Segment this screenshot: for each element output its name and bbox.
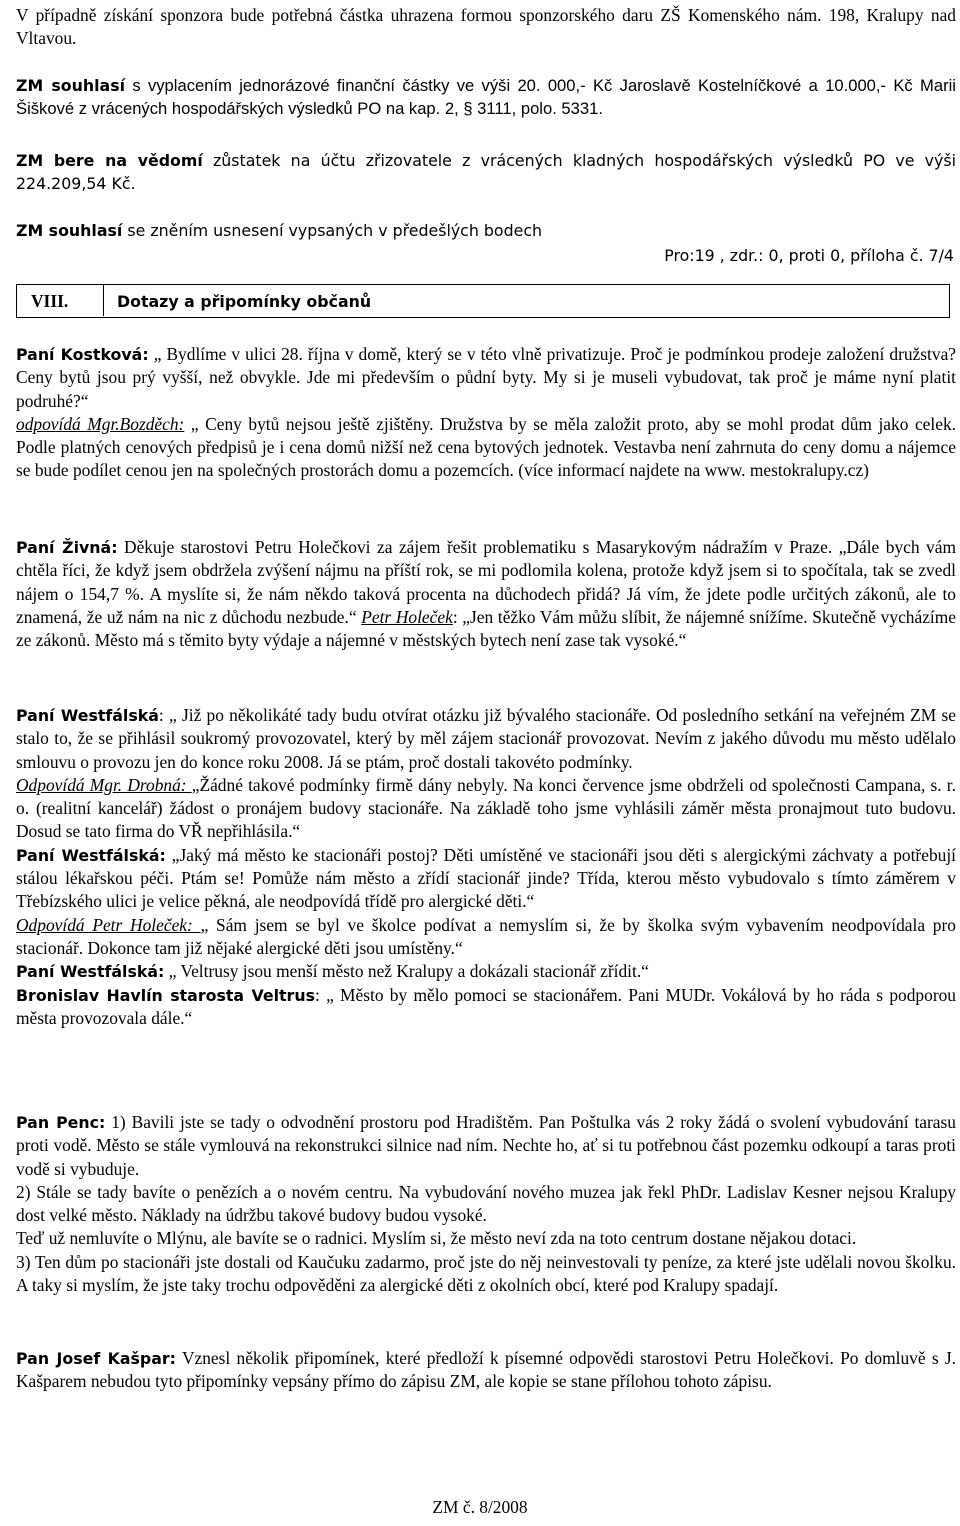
paragraph-zm-approves-payment [16, 74, 956, 121]
question-westfalska [16, 704, 956, 1030]
paragraph-text: zůstatek na účtu zřizovatele z vrácených kladných hospodářských výsledků PO ve výši 224.209,54 Kč. [16, 151, 956, 194]
question-zivna [16, 536, 956, 652]
speaker-text: : „ Město by mělo pomoci se stacionářem. Pani MUDr. Vokálová by ho ráda s podporou města provozovala dále.“ [16, 984, 957, 1028]
respondent-label: Odpovídá Petr Holeček: [16, 914, 201, 935]
speaker-text: Děkuje starostovi Petru Holečkovi za zájem řešit problematiku s Masarykovým nádražím v Praze. „Dále bych vám chtěla říci, že když jsem obdržela zvýšení nájmu na příští rok, se mi podlomila kolena, protože když jsem si to spočítala, tak se zvedl nájem o 154,7 %. A myslíte si, že nám někdo taková procenta na důchodech přidá? Já vím, že jdete podle určitých zákonů, ale to znamená, že už nám na nic z důchodu nezbude.“ [16, 537, 956, 627]
speaker-text: 2) Stále se tady bavíte o penězích a o novém centru. Na vybudování nového muzea jak řekl PhDr. Ladislav Kesner nejsou Kralupy dost velké město. Náklady na údržbu takové budovy budou vysoké. [16, 1181, 956, 1226]
paragraph-text: V případně získání sponzora bude potřebná částka uhrazena formou sponzorského daru ZŠ Komenského nám. 198, Kralupy nad Vltavou. [16, 5, 956, 49]
speaker-text: „ Veltrusy jsou menší město než Kralupy a dokázali stacionář zřídit.“ [164, 961, 649, 982]
response-text: : „Jen těžko Vám můžu slíbit, že nájemné snížíme. Skutečně vycházíme ze zákonů. Město má s těmito byty výdaje a nájemné v městských bytech není zase tak vysoké.“ [16, 606, 956, 651]
section-divider [103, 285, 104, 316]
paragraph-zm-acknowledges [16, 149, 956, 196]
speaker-name: Paní Westfálská: [16, 845, 166, 865]
speaker-text: „Jaký má město ke stacionáři postoj? Děti umístěné ve stacionáři jsou děti s alergickými záchvaty a potřebují stálou lékařskou péči. Ptám se! Pomůže nám město a zřídí stacionář jinde? Třída, kterou město vybudovalo s tímto záměrem v Třebízského ulici je velice pěkná, ale neodpovídá třídě pro alergické děti.“ [16, 844, 956, 912]
speaker-name: Paní Kostková: [16, 345, 149, 364]
speaker-text: 3) Ten dům po stacionáři jste dostali od Kaučuku zadarmo, proč jste do něj neinvestovali ty peníze, za které jste udělali novou školku. A taky si myslím, že jste taky trochu odpověděni za alergické děti z okolních obcí, které pod Kralupy spadají. [16, 1251, 956, 1296]
resolution-keyword: ZM souhlasí [16, 221, 123, 240]
speaker-text: Vznesl několik připomínek, které předloží k písemné odpovědi starostovi Petru Holečkovi. Po domluvě s J. Kašparem nebudou tyto připomínky vepsány přímo do zápisu ZM, ale kopie se stane přílohou tohoto zápisu. [16, 1348, 956, 1392]
response-text: „ Ceny bytů nejsou ještě zjištěny. Družstva by se měla založit proto, aby se mohl prodat dům jako celek. Podle platných cenových předpisů je i cena domů nižší než cena bytových jednotek. Vestavba není zahrnuta do ceny domu a nájemce se bude podílet cenou jen na společných prostorách domu a pozemcích. (více informací najdete na www. mestokralupy.cz) [16, 413, 956, 481]
respondent-label: Petr Holeček [361, 606, 453, 627]
paragraph-sponsor [16, 4, 956, 51]
page-footer: ZM č. 8/2008 [432, 1497, 528, 1517]
speaker-name: Paní Westfálská: [16, 962, 165, 982]
speaker-name: Pan Penc: [16, 1113, 106, 1132]
speaker-text: 1) Bavili jste se tady o odvodnění prostoru pod Hradištěm. Pan Poštulka vás 2 roky žádá o svolení vybudování tarasu proti vodě. Město se stále vymlouvá na rekonstrukci silnice nad ním. Nechte ho, ať si tu potřebnou část pozemku odkoupí a taras proti vodě si vybuduje. [16, 1112, 956, 1179]
speaker-text: „ Bydlíme v ulici 28. října v domě, který se v této vlně privatizuje. Proč je podmínkou prodeje založení družstva? Ceny bytů jsou prý vyšší, než obvykle. Jde mi především o půdní byty. My si je museli vybudovat, tak proč je máme nyní platit podruhé?“ [16, 344, 957, 411]
respondent-label: odpovídá Mgr.Bozděch: [16, 413, 185, 434]
paragraph-text: se zněním usnesení vypsaných v předešlých bodech [122, 221, 543, 240]
speaker-name: Pan Josef Kašpar: [16, 1349, 176, 1368]
speaker-name: Paní Živná: [16, 538, 118, 557]
speaker-text: Teď už nemluvíte o Mlýnu, ale bavíte se o radnici. Myslím si, že město neví zda na toto centrum dostane nějakou dotaci. [16, 1228, 857, 1249]
section-title: Dotazy a připomínky občanů [117, 292, 372, 311]
question-kaspar [16, 1347, 956, 1394]
paragraph-zm-approves-resolutions [16, 219, 956, 242]
resolution-keyword: ZM souhlasí [16, 76, 126, 95]
speaker-text: : „ Již po několikáté tady budu otvírat otázku již bývalého stacionáře. Od posledního setkání na veřejném ZM se stalo to, že se přihlásil soukromý provozovatel, který by měl zájem stacionář provozovat. Nevím z jakého důvodu mu město udělalo smlouvu o provozu jen do konce roku 2008. Já se ptám, proč dostali takovéto podmínky. [16, 705, 956, 772]
speaker-name: Paní Westfálská [16, 706, 159, 725]
speaker-name: Bronislav Havlín starosta Veltrus [16, 985, 315, 1005]
section-number: VIII. [31, 291, 69, 311]
paragraph-text: s vyplacením jednorázové finanční částky ve výši 20. 000,- Kč Jaroslavě Kostelníčkové a 10.000,- Kč Marii Šiškové z vrácených hospodářských výsledků PO na kap. 2, § 3111, polo. 5331. [16, 76, 956, 119]
response-text: „ Sám jsem se byl ve školce podívat a nemyslím si, že by školka svým vybavením neodpovídala pro stacionář. Dokonce tam již nějaké alergické děti jsou umístěny.“ [16, 914, 956, 958]
resolution-keyword: ZM bere na vědomí [16, 151, 203, 170]
question-kostkova [16, 343, 956, 483]
respondent-label: Odpovídá Mgr. Drobná: [16, 774, 192, 795]
question-penc [16, 1111, 956, 1297]
section-heading [16, 284, 950, 318]
vote-result: Pro:19 , zdr.: 0, proti 0, příloha č. 7/4 [664, 246, 954, 265]
response-text: „Žádné takové podmínky firmě dány nebyly. Na konci července jsme obdrželi od společnosti Campana, s. r. o. (realitní kancelář) žádost o pronájem budovy stacionáře. Na základě toho jsme vyhlásili záměr města pronajmout tuto budovu. Dosud se tato firma do VŘ nepřihlásila.“ [16, 774, 956, 842]
